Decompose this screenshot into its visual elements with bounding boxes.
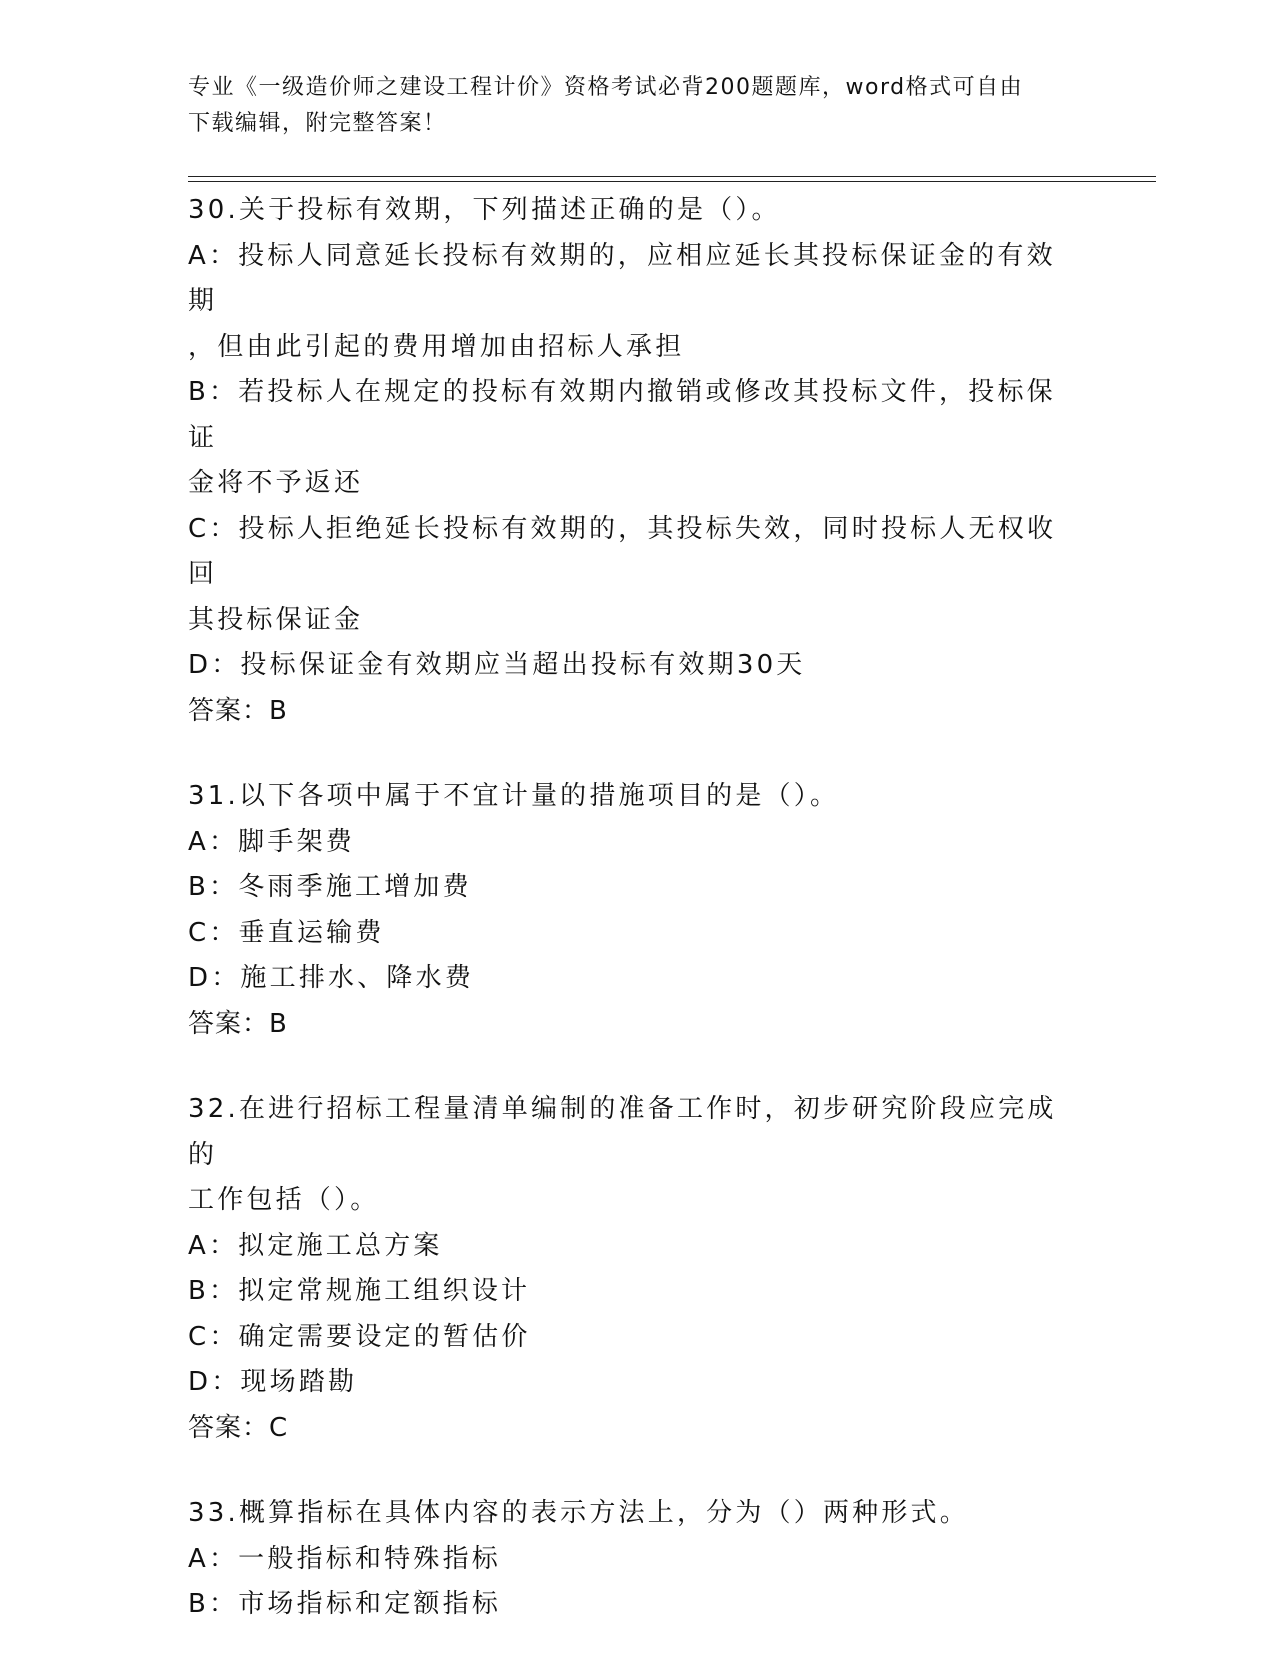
- header-line-2: 下载编辑，附完整答案！: [188, 111, 447, 136]
- answer-option: C：垂直运输费: [188, 917, 385, 948]
- answer-option: A：脚手架费: [188, 826, 355, 857]
- answer-option: C：确定需要设定的暂估价: [188, 1321, 531, 1352]
- question-stem: 32.在进行招标工程量清单编制的准备工作时，初步研究阶段应完成的: [188, 1094, 1057, 1170]
- answer-option: C：投标人拒绝延长投标有效期的，其投标失效，同时投标人无权收回: [188, 513, 1057, 589]
- question-block: [188, 1491, 1068, 1628]
- question-stem: 30.关于投标有效期，下列描述正确的是（）。: [188, 195, 781, 225]
- question-block: [188, 188, 1068, 734]
- answer-option: 金将不予返还: [188, 468, 364, 498]
- answer-option: 其投标保证金: [188, 604, 364, 635]
- answer-option: A：投标人同意延长投标有效期的，应相应延长其投标保证金的有效期: [188, 240, 1056, 316]
- answer-option: D：投标保证金有效期应当超出投标有效期30天: [188, 650, 806, 680]
- answer-key: 答案：B: [188, 695, 288, 726]
- question-list: [188, 188, 1068, 1668]
- answer-option: D：施工排水、降水费: [188, 963, 475, 993]
- question-block: [188, 774, 1068, 1047]
- answer-option: ，但由此引起的费用增加由招标人承担: [188, 331, 685, 362]
- answer-key: 答案：B: [188, 1008, 288, 1039]
- answer-option: B：拟定常规施工组织设计: [188, 1276, 531, 1306]
- question-block: [188, 1087, 1068, 1451]
- question-stem: 工作包括（）。: [188, 1185, 380, 1215]
- answer-option: B：冬雨季施工增加费: [188, 872, 472, 902]
- header-line-1: 专业《一级造价师之建设工程计价》资格考试必背200题题库，word格式可自由: [188, 75, 1024, 100]
- header-divider: [188, 176, 1156, 182]
- answer-option: A：一般指标和特殊指标: [188, 1543, 501, 1574]
- question-stem: 31.以下各项中属于不宜计量的措施项目的是（）。: [188, 781, 840, 811]
- answer-option: A：拟定施工总方案: [188, 1230, 443, 1261]
- answer-option: D：现场踏勘: [188, 1367, 358, 1397]
- answer-option: B：若投标人在规定的投标有效期内撤销或修改其投标文件，投标保证: [188, 377, 1056, 453]
- answer-key: 答案：C: [188, 1412, 289, 1443]
- question-stem: 33.概算指标在具体内容的表示方法上，分为（）两种形式。: [188, 1498, 969, 1528]
- document-header: [188, 70, 1068, 142]
- answer-option: B：市场指标和定额指标: [188, 1589, 502, 1619]
